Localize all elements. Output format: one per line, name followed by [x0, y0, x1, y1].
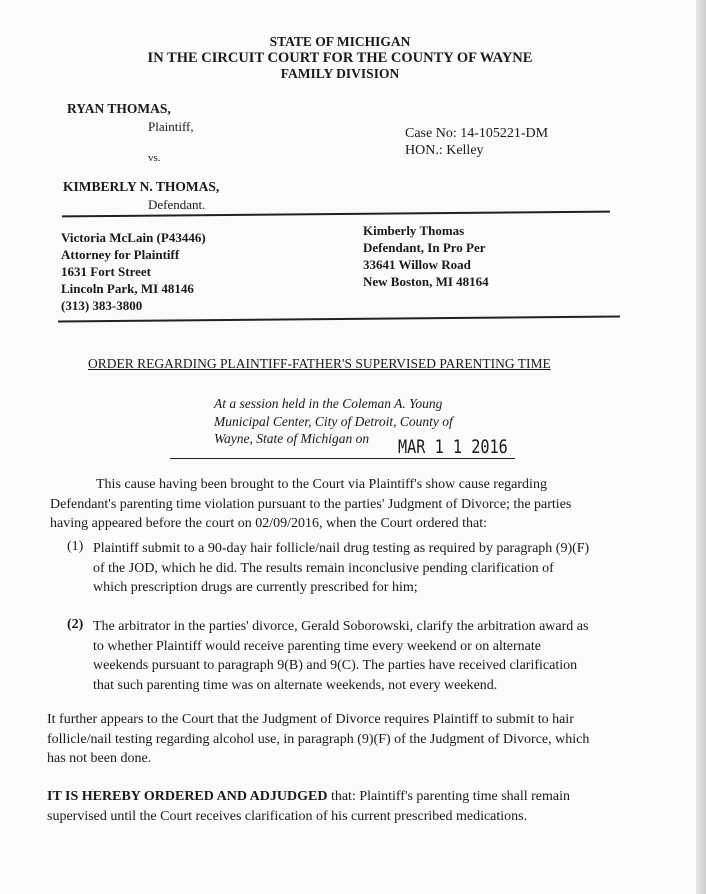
defendant-role: Defendant.	[148, 197, 206, 212]
text-line: having appeared before the court on 02/09/2016, when the Court ordered that:	[50, 516, 487, 531]
text-line: supervised until the Court receives clarification of his current prescribed medications.	[47, 808, 528, 824]
item-2-number: (2)	[67, 617, 84, 632]
judge: HON.: Kelley	[405, 143, 484, 158]
plaintiff-name: RYAN THOMAS,	[67, 101, 171, 116]
defendant-city: New Boston, MI 48164	[363, 274, 489, 289]
text-line: This cause having been brought to the Court via Plaintiff's show cause regarding	[96, 477, 547, 492]
text-line: The arbitrator in the parties' divorce, Gerald Soborowski, clarify the arbitration award as	[93, 619, 589, 634]
divider	[62, 211, 610, 217]
date-line	[170, 458, 515, 459]
session-line: At a session held in the Coleman A. Young	[214, 396, 443, 411]
text-line: to whether Plaintiff would receive parenting time every weekend or on alternate	[93, 638, 541, 654]
defendant-contact-name: Kimberly Thomas	[363, 223, 465, 238]
intro-paragraph	[50, 475, 571, 534]
ordered-paragraph	[47, 787, 570, 826]
further-paragraph	[47, 710, 589, 769]
defendant-contact-role: Defendant, In Pro Per	[363, 240, 486, 255]
ordered-heading: IT IS HEREBY ORDERED AND ADJUDGED	[47, 789, 328, 804]
defendant-name: KIMBERLY N. THOMAS,	[63, 179, 220, 194]
date-stamp: MAR 1 1 2016	[398, 436, 508, 458]
case-number: Case No: 14-105221-DM	[405, 126, 549, 141]
text-line: of the JOD, which he did. The results remain inconclusive pending clarification of	[93, 560, 554, 576]
text-line: It further appears to the Court that the Judgment of Divorce requires Plaintiff to submit to hair	[47, 712, 574, 727]
text-line: Defendant's parenting time violation pursuant to the parties' Judgment of Divorce; the parties	[50, 496, 572, 512]
item-1-number: (1)	[67, 539, 84, 554]
text-line: follicle/nail testing regarding alcohol use, in paragraph (9)(F) of the Judgment of Divorce, which	[47, 731, 590, 747]
attorney-name: Victoria McLain (P43446)	[61, 230, 206, 245]
defendant-block	[363, 222, 489, 290]
attorney-street: 1631 Fort Street	[61, 264, 152, 279]
text-line: Plaintiff submit to a 90-day hair follicle/nail drug testing as required by paragraph (9)(F)	[93, 541, 590, 556]
attorney-block	[61, 229, 206, 314]
text-line: that: Plaintiff's parenting time shall remain	[327, 789, 570, 804]
attorney-role: Attorney for Plaintiff	[61, 247, 180, 262]
text-line: has not been done.	[47, 751, 152, 766]
text-line: that such parenting time was on alternate weekends, not every weekend.	[93, 677, 498, 693]
court-state: STATE OF MICHIGAN	[269, 34, 411, 49]
item-1	[93, 539, 589, 598]
versus: vs.	[148, 152, 161, 164]
plaintiff-role: Plaintiff,	[148, 119, 194, 134]
text-line: weekends pursuant to paragraph 9(B) and 9(C). The parties have received clarification	[93, 658, 578, 673]
order-title: ORDER REGARDING PLAINTIFF-FATHER'S SUPERVISED PARENTING TIME	[88, 356, 551, 371]
session-line: Municipal Center, City of Detroit, County of	[214, 413, 453, 429]
text-line: which prescription drugs are currently prescribed for him;	[93, 580, 418, 595]
court-name: IN THE CIRCUIT COURT FOR THE COUNTY OF WAYNE	[147, 50, 533, 66]
divider	[58, 316, 620, 322]
attorney-city: Lincoln Park, MI 48146	[61, 281, 194, 296]
session-line: Wayne, State of Michigan on	[214, 431, 370, 446]
item-2	[93, 617, 588, 695]
attorney-phone: (313) 383-3800	[61, 298, 143, 313]
defendant-street: 33641 Willow Road	[363, 257, 471, 272]
court-division: FAMILY DIVISION	[280, 66, 400, 81]
scan-edge	[696, 0, 706, 894]
